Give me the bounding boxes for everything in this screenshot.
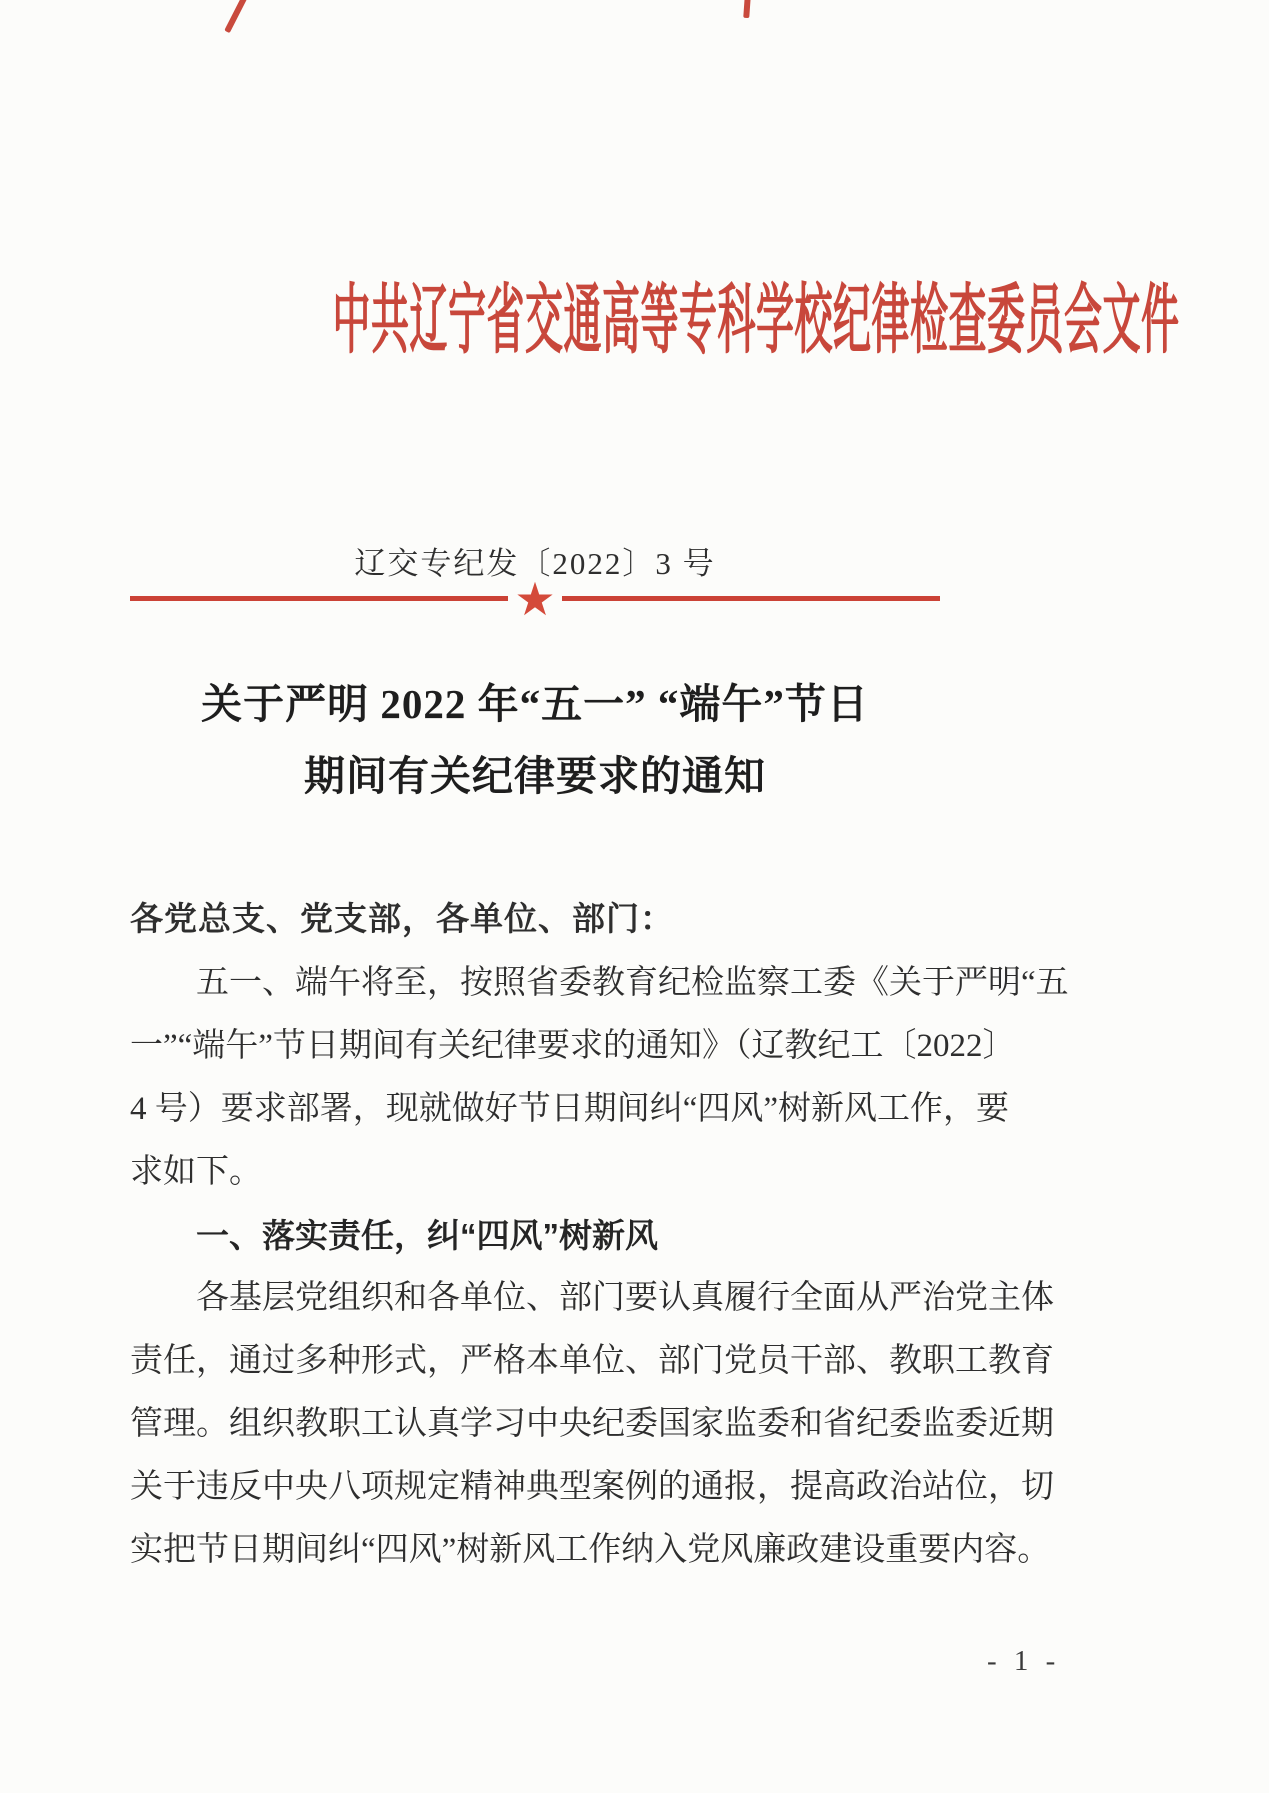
paragraph-1 bbox=[130, 952, 1069, 1204]
star-icon: ★ bbox=[514, 572, 556, 626]
page-number: - 1 - bbox=[987, 1645, 1061, 1677]
salutation: 各党总支、党支部，各单位、部门： bbox=[130, 902, 674, 938]
document-header-title: 中共辽宁省交通高等专科学校纪律检查委员会文件 bbox=[332, 279, 1180, 363]
text-line: 管理。组织教职工认真学习中央纪委国家监委和省纪委监委近期 bbox=[130, 1406, 1054, 1442]
document-title-line1: 关于严明 2022 年“五一” “端午”节日 bbox=[201, 681, 869, 727]
document-body bbox=[130, 889, 1069, 1582]
document-content bbox=[130, 0, 1180, 1793]
document-title-line2: 期间有关纪律要求的通知 bbox=[304, 753, 766, 799]
red-divider bbox=[130, 572, 940, 626]
text-line: 关于违反中央八项规定精神典型案例的通报，提高政治站位，切 bbox=[130, 1469, 1054, 1505]
red-line-left bbox=[130, 596, 508, 601]
section-1-heading: 一、落实责任，纠“四风”树新风 bbox=[196, 1217, 658, 1254]
text-line: 一”“端午”节日期间有关纪律要求的通知》（辽教纪工〔2022〕 bbox=[130, 1028, 1016, 1064]
text-line: 责任，通过多种形式，严格本单位、部门党员干部、教职工教育 bbox=[130, 1343, 1054, 1379]
paragraph-2 bbox=[130, 1267, 1055, 1582]
red-line-right bbox=[562, 596, 940, 601]
document-number: 辽交专纪发〔2022〕3 号 bbox=[354, 546, 716, 581]
text-line: 五一、端午将至，按照省委教育纪检监察工委《关于严明“五 bbox=[196, 965, 1069, 1001]
text-line: 各基层党组织和各单位、部门要认真履行全面从严治党主体 bbox=[196, 1280, 1054, 1316]
text-line: 实把节日期间纠“四风”树新风工作纳入党风廉政建设重要内容。 bbox=[130, 1532, 1051, 1568]
document-title bbox=[130, 668, 940, 812]
text-line: 4 号）要求部署，现就做好节日期间纠“四风”树新风工作，要 bbox=[130, 1091, 1010, 1127]
text-line: 求如下。 bbox=[130, 1154, 262, 1190]
